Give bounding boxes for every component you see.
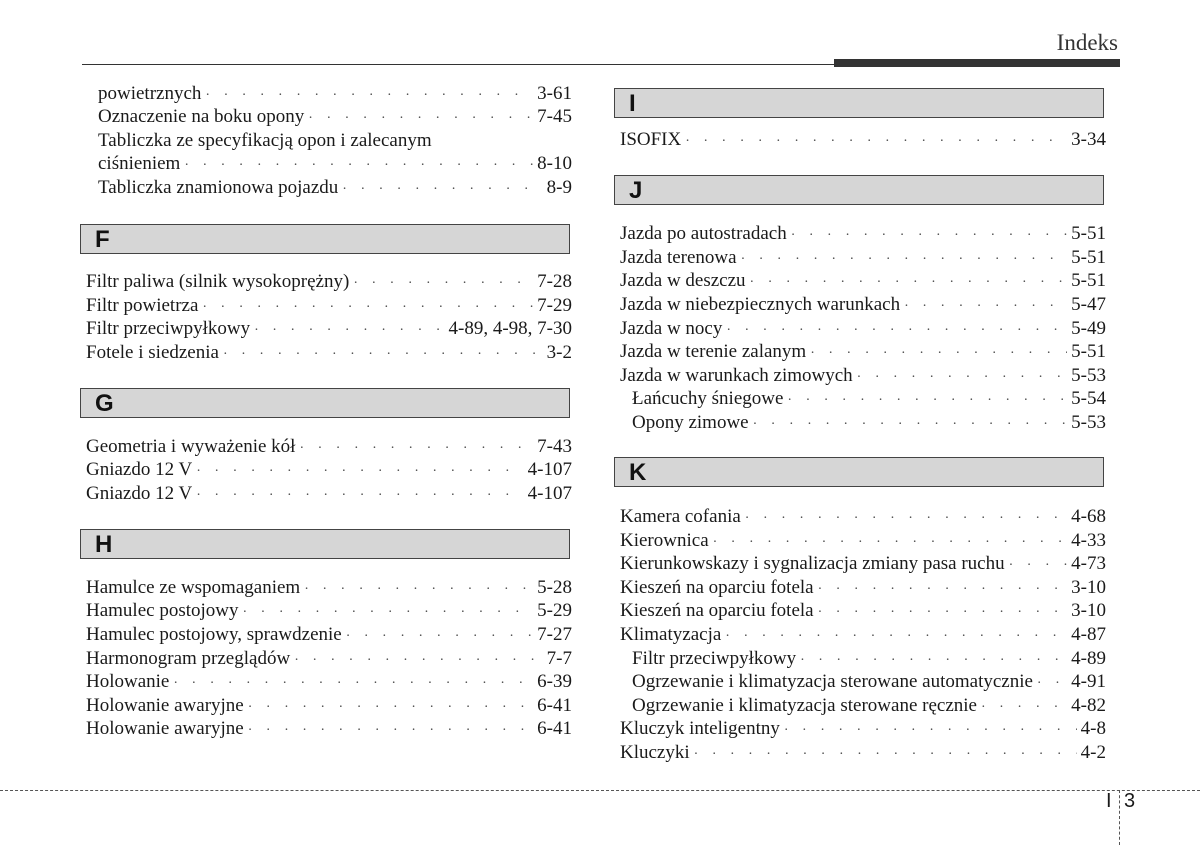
index-entry[interactable]: Jazda po autostradach · · · 5-51: [620, 222, 1106, 246]
index-entry[interactable]: Hamulce ze wspomaganiem · · · 5-28: [86, 576, 572, 600]
index-entry[interactable]: ISOFIX · · · 3-34: [620, 128, 1106, 152]
footer-vertical-rule: [1119, 790, 1120, 845]
index-entry[interactable]: Kluczyk inteligentny · · · 4-8: [620, 717, 1106, 741]
index-subentry[interactable]: Opony zimowe · · · 5-53: [620, 411, 1106, 435]
index-entry[interactable]: powietrznych · · · 3-61: [86, 82, 572, 106]
index-entry[interactable]: Holowanie · · · 6-39: [86, 670, 572, 694]
index-subentry[interactable]: Łańcuchy śniegowe · · · 5-54: [620, 387, 1106, 411]
section-header-k: K: [614, 457, 1104, 487]
index-subentry[interactable]: Ogrzewanie i klimatyzacja sterowane ręcznie · · · 4-82: [620, 694, 1106, 718]
index-entry[interactable]: Kluczyki · · · 4-2: [620, 741, 1106, 765]
index-entry[interactable]: Jazda w niebezpiecznych warunkach · · · 5-47: [620, 293, 1106, 317]
index-entry[interactable]: Jazda w terenie zalanym · · · 5-51: [620, 340, 1106, 364]
left-column: [86, 0, 572, 790]
index-entry[interactable]: Hamulec postojowy · · · 5-29: [86, 599, 572, 623]
index-entry[interactable]: Tabliczka znamionowa pojazdu · · · 8-9: [86, 176, 572, 200]
index-entry[interactable]: Filtr powietrza · · · 7-29: [86, 294, 572, 318]
section-header-h: H: [80, 529, 570, 559]
index-entry[interactable]: Hamulec postojowy, sprawdzenie · · · 7-27: [86, 623, 572, 647]
index-entry[interactable]: Kamera cofania · · · 4-68: [620, 505, 1106, 529]
section-header-g: G: [80, 388, 570, 418]
section-header-f: F: [80, 224, 570, 254]
index-entry[interactable]: Filtr przeciwpyłkowy · · · 4-89, 4-98, 7-30: [86, 317, 572, 341]
index-entry[interactable]: Kieszeń na oparciu fotela · · · 3-10: [620, 599, 1106, 623]
index-entry[interactable]: Geometria i wyważenie kół · · · 7-43: [86, 435, 572, 459]
section-header-i: I: [614, 88, 1104, 118]
section-header-j: J: [614, 175, 1104, 205]
index-entry[interactable]: Gniazdo 12 V · · · 4-107: [86, 458, 572, 482]
index-entry[interactable]: Gniazdo 12 V · · · 4-107: [86, 482, 572, 506]
index-entry[interactable]: Kierunkowskazy i sygnalizacja zmiany pasa ruchu · · · 4-73: [620, 552, 1106, 576]
index-subentry[interactable]: Filtr przeciwpyłkowy · · · 4-89: [620, 647, 1106, 671]
index-entry[interactable]: Filtr paliwa (silnik wysokoprężny) · · · 7-28: [86, 270, 572, 294]
index-entry[interactable]: Jazda w deszczu · · · 5-51: [620, 269, 1106, 293]
index-entry[interactable]: Kierownica · · · 4-33: [620, 529, 1106, 553]
page-number: 3: [1124, 790, 1136, 812]
index-entry[interactable]: Kieszeń na oparciu fotela · · · 3-10: [620, 576, 1106, 600]
index-entry[interactable]: Jazda w warunkach zimowych · · · 5-53: [620, 364, 1106, 388]
right-column: [620, 0, 1106, 790]
index-entry[interactable]: Fotele i siedzenia · · · 3-2: [86, 341, 572, 365]
index-entry[interactable]: Klimatyzacja · · · 4-87: [620, 623, 1106, 647]
footer-dashed-rule: [0, 790, 1200, 791]
footer-section-letter: I: [1106, 790, 1112, 812]
index-entry[interactable]: Jazda terenowa · · · 5-51: [620, 246, 1106, 270]
header-title: Indeks: [1056, 30, 1118, 55]
index-entry[interactable]: Holowanie awaryjne · · · 6-41: [86, 694, 572, 718]
index-entry[interactable]: Harmonogram przeglądów · · · 7-7: [86, 647, 572, 671]
index-entry[interactable]: Holowanie awaryjne · · · 6-41: [86, 717, 572, 741]
index-entry[interactable]: Oznaczenie na boku opony · · · 7-45: [86, 105, 572, 129]
index-entry[interactable]: Jazda w nocy · · · 5-49: [620, 317, 1106, 341]
index-entry[interactable]: ciśnieniem · · · 8-10: [86, 152, 572, 176]
index-subentry[interactable]: Ogrzewanie i klimatyzacja sterowane automatycznie · · · 4-91: [620, 670, 1106, 694]
index-entry-wrapped: Tabliczka ze specyfikacją opon i zalecanym: [98, 130, 432, 151]
